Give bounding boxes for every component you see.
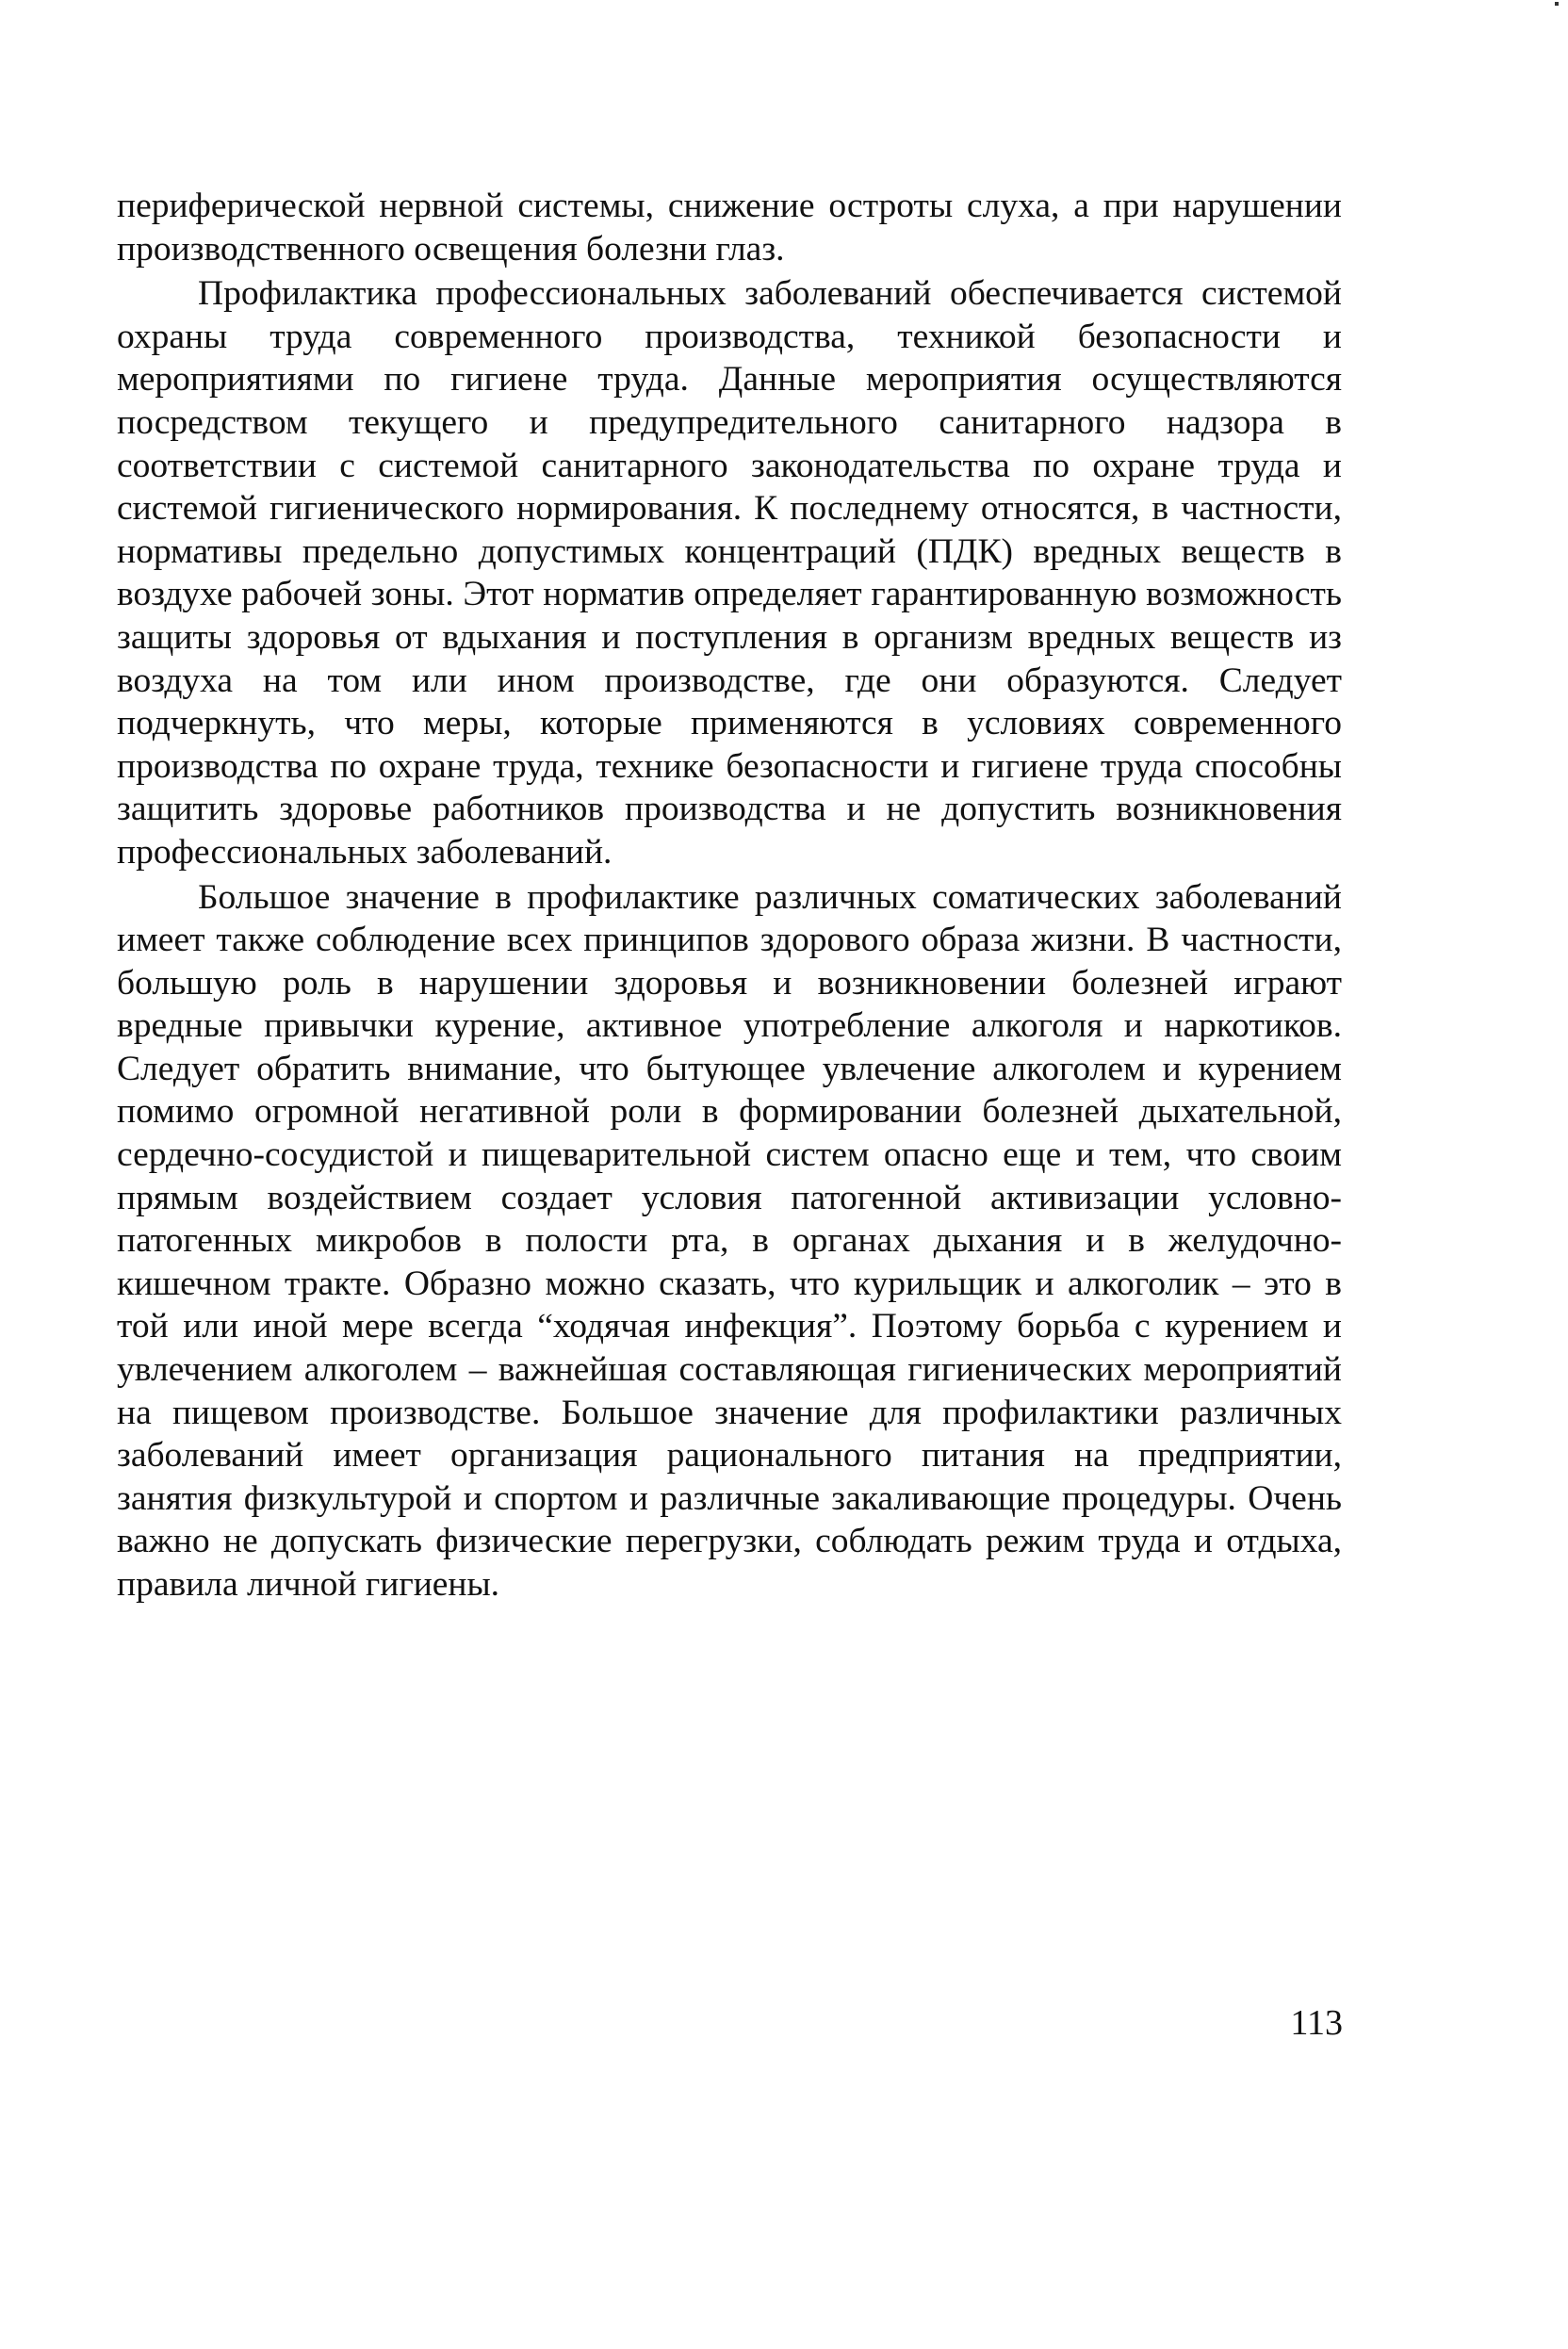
page-number: 113 (1290, 2003, 1343, 2043)
paragraph-healthy-lifestyle: Большое значение в профилактике различных соматических заболеваний имеет также соблюдение всех принципов здорового образа жизни. В частности, большую роль в нарушении здоровья и возникновении болезней играют вредные привычки курение, активное употребление алкоголя и наркотиков. Следует обратить внимание, что бытующее увлечение алкоголем и курением помимо огромной негативной роли в формировании болезней дыхательной, сердечно-сосудистой и пищеварительной систем опасно еще и тем, что своим прямым воздействием создает условия патогенной активизации условно-патогенных микробов в полости рта, в органах дыхания и в желудочно-кишечном тракте. Образно можно сказать, что курильщик и алкоголик – это в той или иной мере всегда “ходячая инфекция”. Поэтому борьба с курением и увлечением алкоголем – важнейшая составляющая гигиенических мероприятий на пищевом производстве. Большое значение для профилактики различных заболеваний имеет организация рационального питания на предприятии, занятия физкультурой и спортом и различные закаливающие процедуры. Очень важно не допускать физические перегрузки, соблюдать режим труда и отдыха, правила личной гигиены. (117, 877, 1342, 1604)
body-text (117, 185, 1342, 1607)
paragraph-prevention: Профилактика профессиональных заболеваний обеспечивается системой охраны труда современного производства, техникой безопасности и мероприятиями по гигиене труда. Данные мероприятия осуществляются посредством текущего и предупредительного санитарного надзора в соответствии с системой санитарного законодательства по охране труда и системой гигиенического нормирования. К последнему относятся, в частности, нормативы предельно допустимых концентраций (ПДК) вредных веществ в воздухе рабочей зоны. Этот норматив определяет гарантированную возможность защиты здоровья от вдыхания и поступления в организм вредных веществ из воздуха на том или ином производстве, где они образуются. Следует подчеркнуть, что меры, которые применяются в условиях современного производства по охране труда, технике безопасности и гигиене труда способны защитить здоровье работников производства и не допустить возникновения профессиональных заболеваний. (117, 274, 1342, 872)
paragraph-continuation: периферической нервной системы, снижение остроты слуха, а при нарушении производственного освещения болезни глаз. (117, 187, 1342, 269)
scan-speck (1555, 2, 1559, 6)
